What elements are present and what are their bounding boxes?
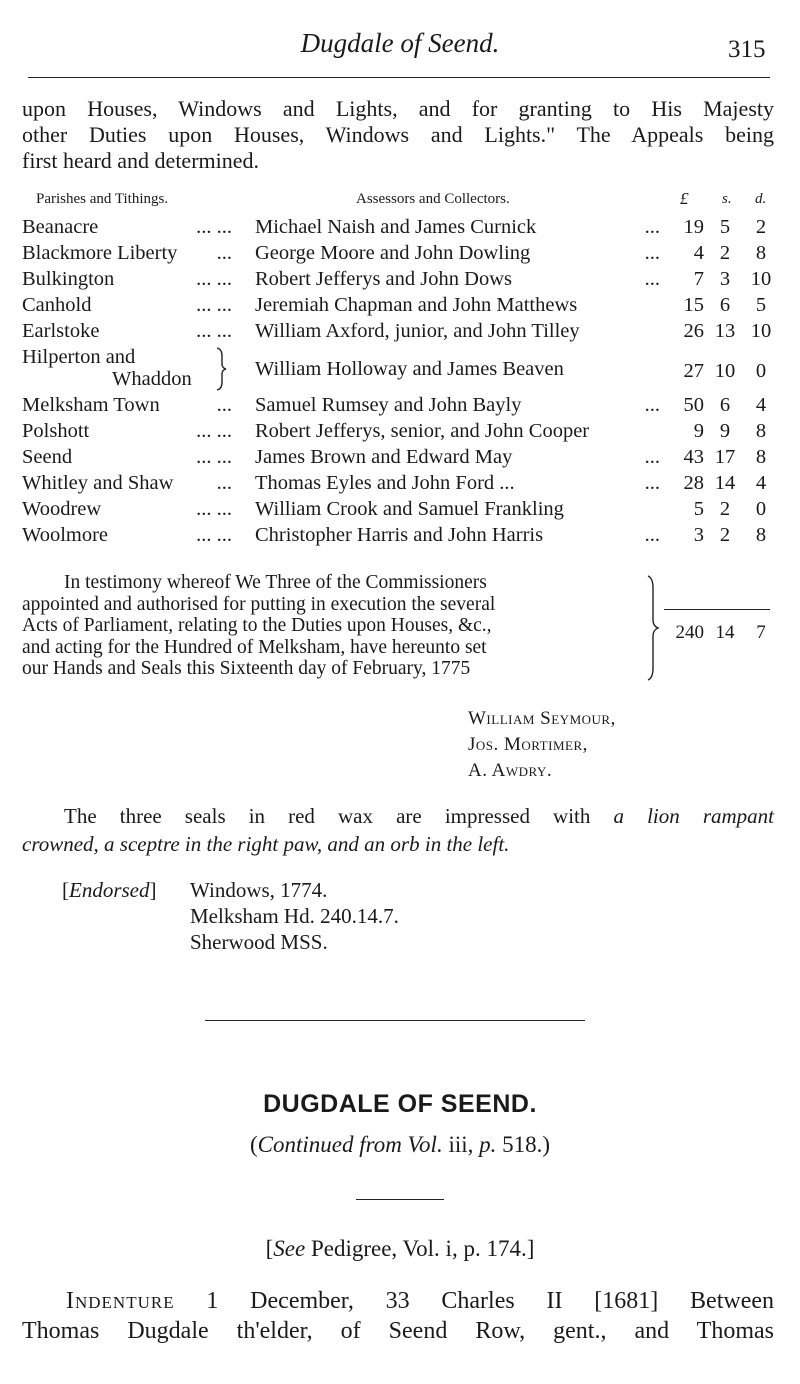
assessors-names: William Axford, junior, and John Tilley [255,320,580,342]
seals-italic-text: crowned, a sceptre in the right paw, and an orb in the left. [22,832,510,856]
leader-dots: ... [644,268,660,290]
indenture-paragraph [22,1286,774,1346]
assessors-names: Samuel Rumsey and John Bayly [255,394,522,416]
leader-dots: ... [644,216,660,238]
continued-note: (Continued from Vol. iii, p. 518.) [249,1132,551,1157]
testimony-line: In testimony whereof We Three of the Commissioners [64,572,487,593]
amount-pence: 5 [755,294,767,316]
parish-name: Woolmore [22,524,109,546]
parish-name: Polshott [22,420,90,442]
assessors-names: Robert Jefferys, senior, and John Cooper [255,420,590,442]
indenture-word: Indenture [66,1288,175,1314]
amount-shillings: 3 [719,268,731,290]
amount-shillings: 5 [719,216,731,238]
amount-pounds: 4 [693,242,704,264]
amount-shillings: 2 [719,524,731,546]
parish-name-continued: Whaddon [112,368,192,390]
assessors-names: Jeremiah Chapman and John Matthews [255,294,578,316]
col-header-assessors: Assessors and Collectors. [356,191,510,207]
seals-paragraph [22,802,774,858]
assessors-names: Thomas Eyles and John Ford ... [255,472,515,494]
assessors-names: James Brown and Edward May [255,446,513,468]
brace-icon [214,346,228,392]
amount-pounds: 28 [683,472,704,494]
amount-shillings: 17 [714,446,736,468]
indenture-line: 1 December, 33 Charles II [1681] Between [206,1288,775,1314]
seals-italic-text: a lion rampant [613,804,774,828]
amount-shillings: 13 [714,320,736,342]
assessors-names: George Moore and John Dowling [255,242,531,264]
header-rule [28,77,770,78]
parish-name: Bulkington [22,268,115,290]
amount-shillings: 10 [714,360,736,382]
amount-pounds: 50 [683,394,704,416]
assessors-names: Christopher Harris and John Harris [255,524,544,546]
leader-dots: ... ... [196,320,232,342]
amount-pence: 4 [755,394,767,416]
amount-pounds: 3 [693,524,704,546]
amount-pounds: 19 [683,216,704,238]
amount-shillings: 2 [719,498,731,520]
leader-dots: ... ... [196,446,232,468]
testimony-paragraph [22,572,642,680]
intro-line: first heard and determined. [22,148,260,173]
amount-pence: 10 [750,320,772,342]
amount-pence: 8 [755,524,767,546]
amount-shillings: 6 [719,394,731,416]
amount-shillings: 2 [719,242,731,264]
leader-dots: ... [644,446,660,468]
testimony-line: our Hands and Seals this Sixteenth day of February, 1775 [22,658,471,679]
amount-pounds: 15 [683,294,704,316]
endorsed-label: [Endorsed] [62,878,157,902]
indenture-line: Thomas Dugdale th'elder, of Seend Row, gent., and Thomas [22,1318,774,1344]
total-pounds: 240 [675,622,704,643]
leader-dots: ... [216,242,232,264]
leader-dots: ... [644,524,660,546]
parish-name: Woodrew [22,498,102,520]
brace-icon [646,574,660,682]
assessors-names: William Crook and Samuel Frankling [255,498,564,520]
parish-name: Whitley and Shaw [22,472,174,494]
signature: William Seymour, [468,708,616,729]
amount-shillings: 6 [719,294,731,316]
leader-dots: ... ... [196,216,232,238]
amount-shillings: 14 [714,472,736,494]
section-divider [205,1020,585,1021]
total-rule [664,609,770,610]
parish-name: Blackmore Liberty [22,242,178,264]
col-header-pence: d. [755,191,767,207]
leader-dots: ... [216,472,232,494]
amount-shillings: 9 [719,420,731,442]
leader-dots: ... ... [196,524,232,546]
leader-dots: ... ... [196,268,232,290]
amount-pounds: 7 [693,268,704,290]
leader-dots: ... ... [196,294,232,316]
amount-pounds: 9 [693,420,704,442]
testimony-line: Acts of Parliament, relating to the Duties upon Houses, &c., [22,615,492,636]
amount-pence: 8 [755,420,767,442]
amount-pence: 0 [755,498,767,520]
leader-dots: ... [216,394,232,416]
short-divider [356,1199,444,1200]
total-pence: 7 [756,622,766,643]
endorsed-line: Melksham Hd. 240.14.7. [190,904,399,928]
parish-name: Earlstoke [22,320,100,342]
leader-dots: ... ... [196,420,232,442]
endorsed-line: Sherwood MSS. [190,930,328,954]
seals-text: The three seals in red wax are impressed with [64,804,591,828]
intro-line: other Duties upon Houses, Windows and Lights." The Appeals being [22,122,774,147]
parish-name: Seend [22,446,73,468]
running-title: Dugdale of Seend. [300,28,500,58]
amount-pence: 0 [755,360,767,382]
section-title: DUGDALE OF SEEND. [263,1090,537,1118]
amount-pence: 8 [755,242,767,264]
col-header-shillings: s. [722,191,732,207]
signature: A. Awdry. [468,760,553,781]
amount-pounds: 27 [683,360,704,382]
col-header-parishes: Parishes and Tithings. [36,191,169,207]
amount-pence: 2 [755,216,767,238]
leader-dots: ... [644,472,660,494]
leader-dots: ... [644,242,660,264]
intro-line: upon Houses, Windows and Lights, and for granting to His Majesty [22,96,774,121]
parish-name: Melksham Town [22,394,160,416]
total-shillings: 14 [715,622,735,643]
assessors-names: William Holloway and James Beaven [255,358,564,380]
parish-name: Canhold [22,294,92,316]
leader-dots: ... [644,394,660,416]
amount-pence: 4 [755,472,767,494]
assessors-names: Robert Jefferys and John Dows [255,268,512,290]
col-header-pounds: £ [680,189,689,208]
amount-pence: 10 [750,268,772,290]
assessors-names: Michael Naish and James Curnick [255,216,537,238]
signature: Jos. Mortimer, [468,734,588,755]
page-number: 315 [728,36,766,63]
parish-name: Beanacre [22,216,99,238]
endorsed-line: Windows, 1774. [190,878,328,902]
amount-pence: 8 [755,446,767,468]
testimony-line: appointed and authorised for putting in execution the several [22,593,496,615]
amount-pounds: 43 [683,446,704,468]
amount-pounds: 26 [683,320,704,342]
amount-pounds: 5 [693,498,704,520]
parish-name: Hilperton and [22,346,136,368]
intro-paragraph [22,96,774,174]
leader-dots: ... ... [196,498,232,520]
pedigree-reference: [See Pedigree, Vol. i, p. 174.] [265,1236,535,1261]
testimony-line: and acting for the Hundred of Melksham, have hereunto set [22,636,487,658]
